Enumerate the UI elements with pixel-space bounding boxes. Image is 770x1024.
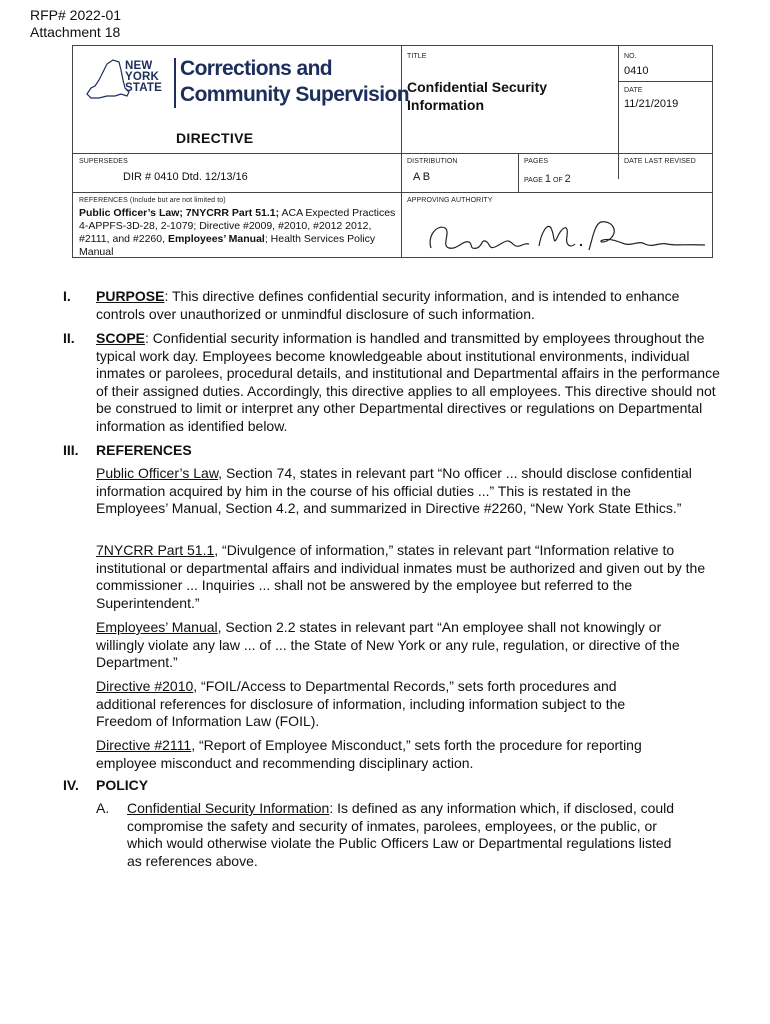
definition-term: Confidential Security Information: [127, 800, 330, 816]
directive-number: 0410: [624, 65, 649, 77]
number-label: NO.: [624, 53, 637, 60]
distribution-value: A B: [413, 171, 431, 183]
pages-label: PAGES: [524, 158, 549, 165]
attachment-number: Attachment 18: [30, 24, 121, 40]
document-title: Confidential Security Information: [407, 79, 548, 113]
section-text: SCOPE: Confidential security information is handled and transmitted by employees throughout the typical work day. Employees become knowledgeable about institutional environments, individual inmates or parolees, procedural details, and institutional and Departmental affairs in the performance of their assigned duties. Accordingly, this directive applies to all employees. This directive should not be construed to limit or interpret any other Departmental directives or regulations on Departmental information as identified below.: [96, 330, 720, 434]
reference-link[interactable]: Directive #2010: [96, 678, 194, 694]
section-text: PURPOSE: This directive defines confidential security information, and is intended to enhance controls over unauthorized or unmindful disclosure of such information.: [96, 288, 680, 322]
date-revised-label: DATE LAST REVISED: [624, 158, 696, 165]
distribution-label: DISTRIBUTION: [407, 158, 458, 165]
directive-header-table: [72, 45, 713, 258]
page-count: PAGE 1 OF 2: [524, 173, 571, 185]
section-number: III.: [63, 442, 79, 458]
reference-link[interactable]: Directive #2111: [96, 737, 192, 753]
reference-link[interactable]: Public Officer’s Law: [96, 465, 219, 481]
divider: [518, 153, 519, 193]
supersedes-value: DIR # 0410 Dtd. 12/13/16: [123, 171, 248, 183]
references-list: Public Officer’s Law; 7NYCRR Part 51.1; ACA Expected Practices 4-APPFS-3D-28, 2-1079; Directive #2009, #2010, #2012 2012, #2111, and #2260, Employees’ Manual; Health Services Policy Manual: [79, 207, 396, 258]
reference-item: Public Officer’s Law, Section 74, states in relevant part “No officer ... should disclose confidential information acquired by him in the course of his official duties ...” This is restated in the Employees’ Manual, Section 4.2, and summarized in Directive #2260, “New York State Ethics.”: [96, 465, 692, 517]
divider: [618, 46, 619, 179]
date-label: DATE: [624, 87, 643, 94]
approving-authority-label: APPROVING AUTHORITY: [407, 197, 493, 204]
references-label: REFERENCES (Include but are not limited to): [79, 197, 226, 204]
divider: [73, 192, 713, 193]
divider: [618, 81, 713, 82]
signature-image: [423, 214, 708, 258]
divider: [73, 153, 713, 154]
rfp-number: RFP# 2022-01: [30, 7, 122, 23]
section-number: IV.: [63, 777, 79, 793]
reference-link[interactable]: Employees’ Manual: [96, 619, 218, 635]
section-heading: POLICY: [96, 777, 149, 793]
reference-item: Directive #2111, “Report of Employee Misconduct,” sets forth the procedure for reporting employee misconduct and recommending disciplinary action.: [96, 737, 642, 771]
ny-state-wordmark: NEW YORK STATE: [125, 60, 162, 94]
title-label: TITLE: [407, 53, 427, 60]
section-heading: REFERENCES: [96, 442, 192, 458]
subsection-number: A.: [96, 800, 110, 816]
agency-name: Corrections and Community Supervision: [180, 57, 409, 106]
section-number: I.: [63, 288, 71, 304]
directive-date: 11/21/2019: [624, 98, 679, 110]
reference-item: 7NYCRR Part 51.1, “Divulgence of information,” states in relevant part “Information relative to institutional or departmental affairs and individual inmates must be authorized and given out by the commissioner ... Inquiries ... shall not be answered by the employee but referred to the Superintendent.”: [96, 542, 706, 611]
reference-item: Employees’ Manual, Section 2.2 states in relevant part “An employee shall not knowingly or willingly violate any law ... of ... the State of New York or any rule, regulation, or directive of the Department.”: [96, 619, 680, 671]
section-number: II.: [63, 330, 75, 346]
document-type: DIRECTIVE: [176, 130, 254, 146]
logo-divider: [174, 58, 176, 108]
supersedes-label: SUPERSEDES: [79, 158, 128, 165]
subsection-text: Confidential Security Information: Is defined as any information which, if disclosed, could compromise the safety and security of inmates, parolees, employees, or the public, or which would otherwise violate the Public Officers Law or Departmental regulations listed as references above.: [127, 800, 675, 869]
reference-link[interactable]: 7NYCRR Part 51.1: [96, 542, 215, 558]
reference-item: Directive #2010, “FOIL/Access to Departmental Records,” sets forth procedures and additional references for disclosure of information, including information subject to the Freedom of Information Law (FOIL).: [96, 678, 626, 730]
document-header: [30, 7, 121, 41]
